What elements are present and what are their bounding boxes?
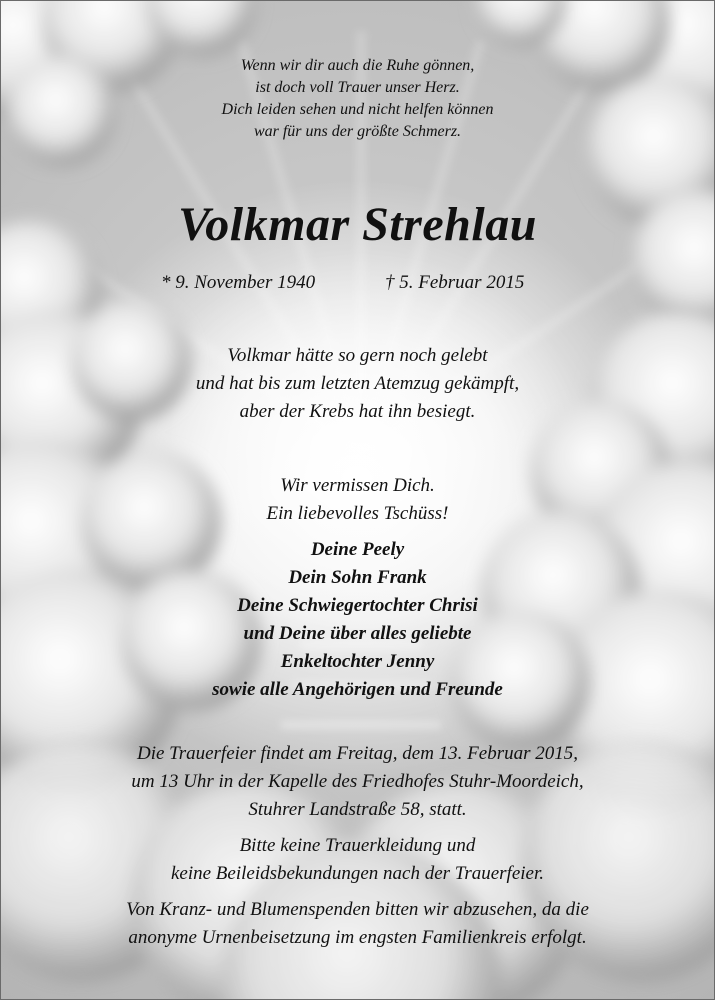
tribute-line: Volkmar hätte so gern noch gelebt bbox=[227, 345, 488, 366]
death-date: † 5. Februar 2015 bbox=[385, 272, 525, 293]
farewell-line: Ein liebevolles Tschüss! bbox=[266, 503, 449, 524]
mourner-line: Deine Schwiegertochter Chrisi bbox=[237, 595, 478, 616]
service-line: Die Trauerfeier findet am Freitag, dem 13. Februar 2015, bbox=[137, 743, 578, 764]
mourner-line: Deine Peely bbox=[310, 539, 405, 560]
service-line: Stuhrer Landstraße 58, statt. bbox=[248, 799, 467, 820]
flowers-line: Von Kranz- und Blumenspenden bitten wir abzusehen, da die bbox=[126, 899, 589, 920]
life-dates bbox=[1, 272, 714, 296]
mourner-line: sowie alle Angehörigen und Freunde bbox=[212, 679, 503, 700]
flowers-line: anonyme Urnenbeisetzung im engsten Familienkreis erfolgt. bbox=[128, 927, 587, 948]
request-line: Bitte keine Trauerkleidung und bbox=[239, 835, 476, 856]
farewell-line: Wir vermissen Dich. bbox=[280, 475, 435, 496]
request-line: keine Beileidsbekundungen nach der Trauerfeier. bbox=[170, 863, 545, 884]
mourner-line: Dein Sohn Frank bbox=[288, 567, 427, 588]
deceased-name: Volkmar Strehlau bbox=[178, 198, 537, 251]
tribute-line: aber der Krebs hat ihn besiegt. bbox=[239, 401, 476, 422]
motto-line: Dich leiden sehen und nicht helfen können bbox=[221, 101, 494, 118]
mourner-line: Enkeltochter Jenny bbox=[280, 651, 435, 672]
tribute-line: und hat bis zum letzten Atemzug gekämpft, bbox=[195, 373, 520, 394]
motto-line: war für uns der größte Schmerz. bbox=[253, 123, 462, 140]
mourner-line: und Deine über alles geliebte bbox=[243, 623, 472, 644]
motto-line: Wenn wir dir auch die Ruhe gönnen, bbox=[240, 57, 475, 74]
motto-line: ist doch voll Trauer unser Herz. bbox=[255, 79, 460, 96]
service-line: um 13 Uhr in der Kapelle des Friedhofes Stuhr-Moordeich, bbox=[131, 771, 584, 792]
birth-date: * 9. November 1940 bbox=[161, 272, 316, 293]
